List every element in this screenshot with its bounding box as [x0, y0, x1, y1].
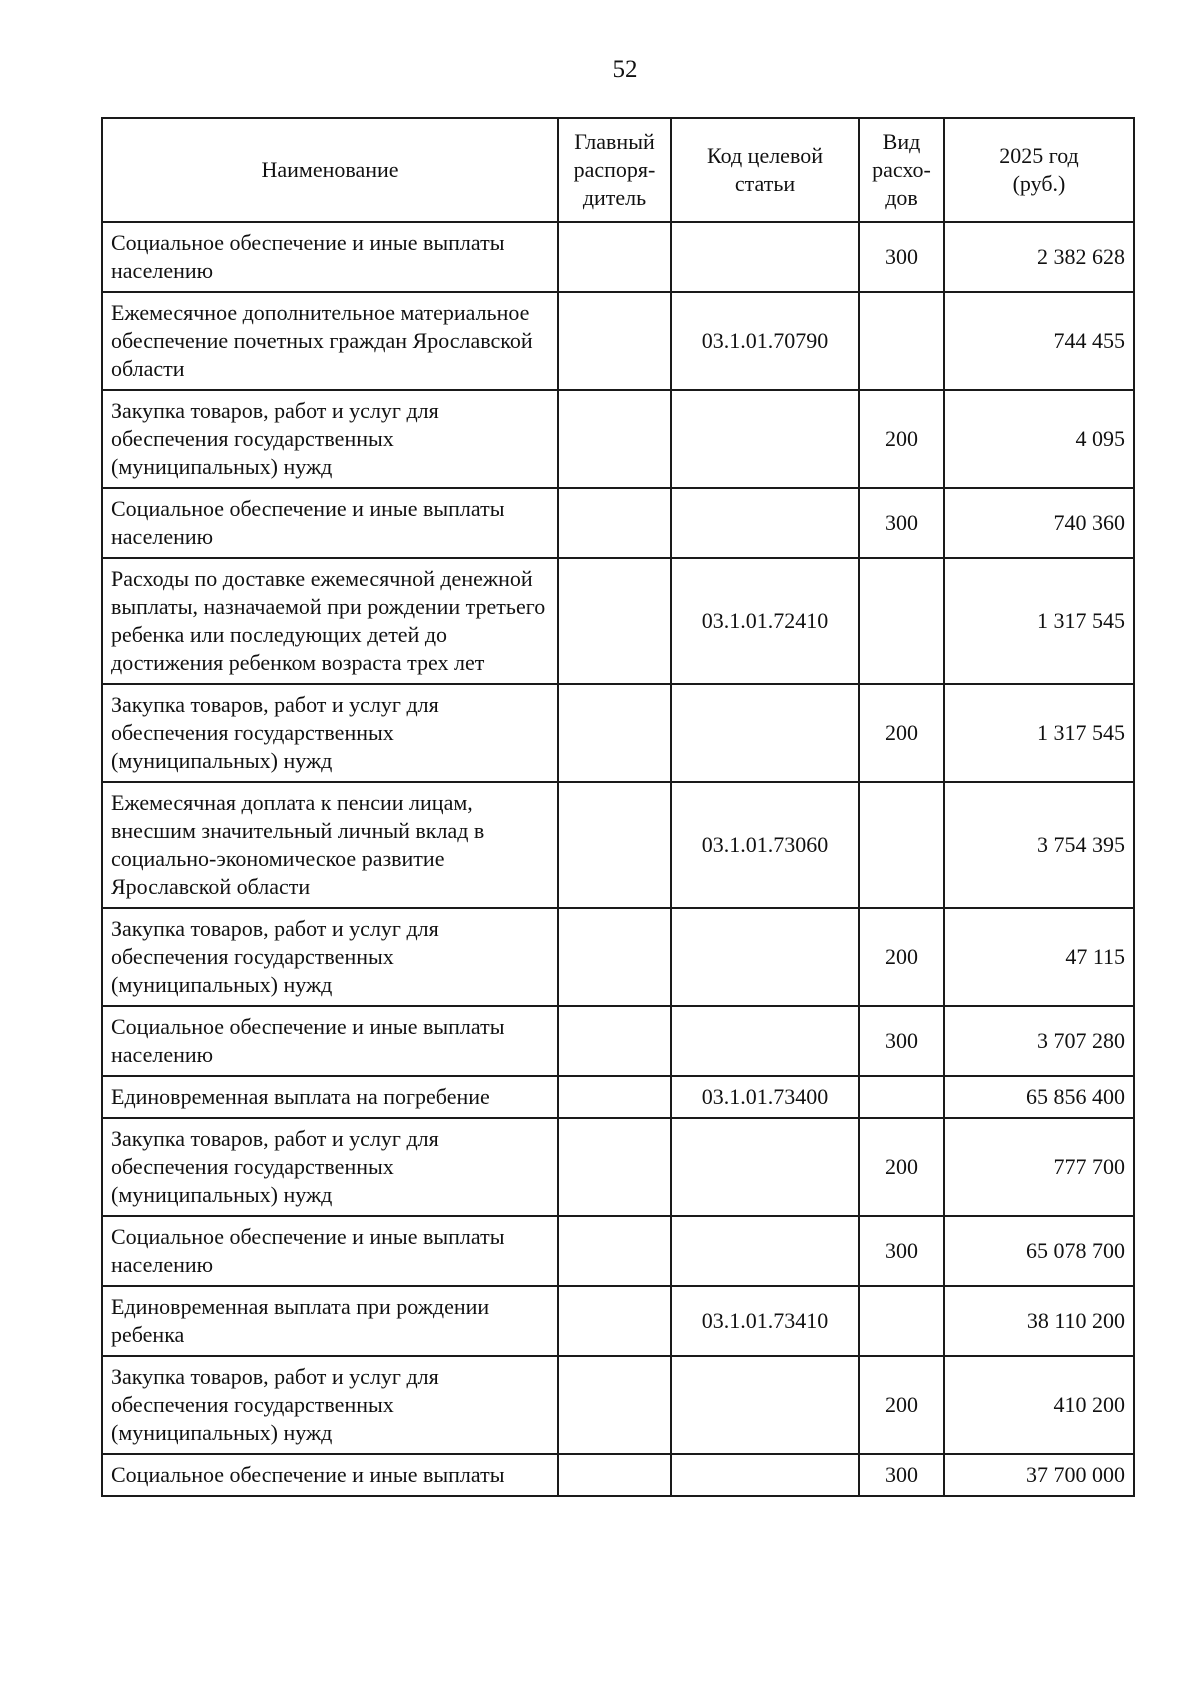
- cell-name: Закупка товаров, работ и услуг для обеспечения государственных (муниципальных) нужд: [102, 908, 558, 1006]
- cell-expense-type: 200: [859, 1118, 944, 1216]
- cell-expense-type: [859, 782, 944, 908]
- header-amount-2025: 2025 год (руб.): [944, 118, 1134, 222]
- cell-name: Закупка товаров, работ и услуг для обеспечения государственных (муниципальных) нужд: [102, 1118, 558, 1216]
- cell-name: Социальное обеспечение и иные выплаты: [102, 1454, 558, 1496]
- cell-expense-type: [859, 292, 944, 390]
- cell-name: Единовременная выплата на погребение: [102, 1076, 558, 1118]
- table-row: [102, 292, 1134, 390]
- header-manager: Главный распоря- дитель: [558, 118, 671, 222]
- cell-expense-type: 200: [859, 684, 944, 782]
- cell-target-code: [671, 390, 859, 488]
- header-name: Наименование: [102, 118, 558, 222]
- cell-manager: [558, 1356, 671, 1454]
- cell-manager: [558, 222, 671, 292]
- table-row: [102, 1454, 1134, 1496]
- cell-expense-type: 300: [859, 1006, 944, 1076]
- cell-manager: [558, 1454, 671, 1496]
- cell-target-code: [671, 488, 859, 558]
- table-row: [102, 1356, 1134, 1454]
- cell-target-code: [671, 1006, 859, 1076]
- cell-manager: [558, 488, 671, 558]
- cell-manager: [558, 908, 671, 1006]
- cell-name: Социальное обеспечение и иные выплаты населению: [102, 488, 558, 558]
- cell-target-code: [671, 1356, 859, 1454]
- table-row: [102, 488, 1134, 558]
- cell-manager: [558, 1006, 671, 1076]
- cell-name: Расходы по доставке ежемесячной денежной выплаты, назначаемой при рождении третьего ребенка или последующих детей до достижения ребенком возраста трех лет: [102, 558, 558, 684]
- cell-amount: 47 115: [944, 908, 1134, 1006]
- page-number: 52: [612, 56, 638, 83]
- cell-manager: [558, 684, 671, 782]
- cell-amount: 1 317 545: [944, 558, 1134, 684]
- cell-amount: 777 700: [944, 1118, 1134, 1216]
- table-row: [102, 908, 1134, 1006]
- table-row: [102, 684, 1134, 782]
- cell-name: Социальное обеспечение и иные выплаты населению: [102, 1216, 558, 1286]
- table-row: [102, 1216, 1134, 1286]
- cell-manager: [558, 558, 671, 684]
- table-row: [102, 1006, 1134, 1076]
- cell-expense-type: 300: [859, 1216, 944, 1286]
- cell-manager: [558, 782, 671, 908]
- cell-target-code: [671, 1216, 859, 1286]
- cell-expense-type: 300: [859, 222, 944, 292]
- cell-amount: 65 856 400: [944, 1076, 1134, 1118]
- table-body: [102, 222, 1134, 1496]
- cell-expense-type: [859, 1076, 944, 1118]
- budget-table: [101, 117, 1135, 1497]
- cell-name: Закупка товаров, работ и услуг для обеспечения государственных (муниципальных) нужд: [102, 1356, 558, 1454]
- cell-target-code: 03.1.01.73400: [671, 1076, 859, 1118]
- cell-amount: 3 754 395: [944, 782, 1134, 908]
- cell-manager: [558, 1076, 671, 1118]
- cell-target-code: [671, 1454, 859, 1496]
- cell-name: Ежемесячное дополнительное материальное обеспечение почетных граждан Ярославской области: [102, 292, 558, 390]
- header-target-code: Код целевой статьи: [671, 118, 859, 222]
- cell-expense-type: 300: [859, 488, 944, 558]
- cell-name: Закупка товаров, работ и услуг для обеспечения государственных (муниципальных) нужд: [102, 684, 558, 782]
- cell-target-code: 03.1.01.72410: [671, 558, 859, 684]
- cell-manager: [558, 1118, 671, 1216]
- cell-target-code: 03.1.01.73410: [671, 1286, 859, 1356]
- table-row: [102, 782, 1134, 908]
- cell-amount: 744 455: [944, 292, 1134, 390]
- cell-amount: 740 360: [944, 488, 1134, 558]
- cell-target-code: [671, 684, 859, 782]
- cell-expense-type: 200: [859, 908, 944, 1006]
- cell-expense-type: 200: [859, 390, 944, 488]
- cell-expense-type: 300: [859, 1454, 944, 1496]
- cell-name: Закупка товаров, работ и услуг для обеспечения государственных (муниципальных) нужд: [102, 390, 558, 488]
- cell-manager: [558, 292, 671, 390]
- cell-amount: 65 078 700: [944, 1216, 1134, 1286]
- cell-manager: [558, 390, 671, 488]
- cell-target-code: 03.1.01.73060: [671, 782, 859, 908]
- header-expense-type: Вид расхо- дов: [859, 118, 944, 222]
- cell-name: Социальное обеспечение и иные выплаты населению: [102, 1006, 558, 1076]
- cell-amount: 3 707 280: [944, 1006, 1134, 1076]
- cell-amount: 37 700 000: [944, 1454, 1134, 1496]
- cell-name: Единовременная выплата при рождении ребенка: [102, 1286, 558, 1356]
- cell-expense-type: [859, 1286, 944, 1356]
- table-row: [102, 1118, 1134, 1216]
- cell-name: Ежемесячная доплата к пенсии лицам, внесшим значительный личный вклад в социально-экономическое развитие Ярославской области: [102, 782, 558, 908]
- cell-target-code: 03.1.01.70790: [671, 292, 859, 390]
- table-row: [102, 222, 1134, 292]
- cell-expense-type: 200: [859, 1356, 944, 1454]
- cell-target-code: [671, 1118, 859, 1216]
- cell-manager: [558, 1286, 671, 1356]
- cell-target-code: [671, 222, 859, 292]
- cell-amount: 38 110 200: [944, 1286, 1134, 1356]
- cell-amount: 1 317 545: [944, 684, 1134, 782]
- table-row: [102, 1076, 1134, 1118]
- cell-expense-type: [859, 558, 944, 684]
- cell-name: Социальное обеспечение и иные выплаты населению: [102, 222, 558, 292]
- cell-manager: [558, 1216, 671, 1286]
- cell-amount: 2 382 628: [944, 222, 1134, 292]
- cell-target-code: [671, 908, 859, 1006]
- table-row: [102, 1286, 1134, 1356]
- table-row: [102, 558, 1134, 684]
- table-header-row: [102, 118, 1134, 222]
- table-row: [102, 390, 1134, 488]
- cell-amount: 4 095: [944, 390, 1134, 488]
- cell-amount: 410 200: [944, 1356, 1134, 1454]
